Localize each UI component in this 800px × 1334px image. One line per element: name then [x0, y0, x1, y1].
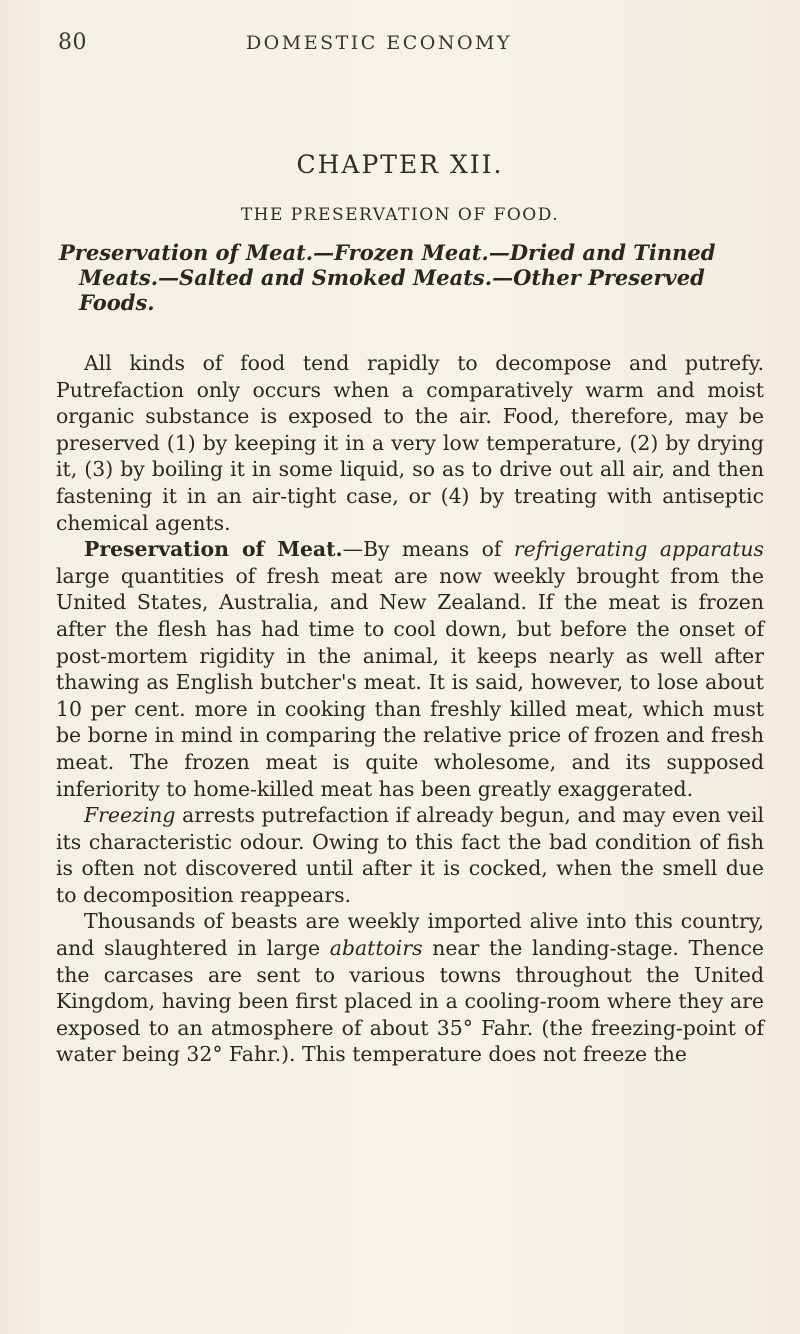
paragraph-text: large quantities of fresh meat are now weekly brought from the United States, Australia, and New Zealand. If the meat is frozen after the flesh has had time to cool down, but before the onset of post-mortem rigidity in the animal, it keeps nearly as well after thawing as English butcher's meat. It is said, however, to lose about 10 per cent. more in cooking than freshly killed meat, which must be borne in mind in comparing the relative price of frozen and fresh meat. The frozen meat is quite wholesome, and its supposed inferiority to home-killed meat has been greatly exaggerated. — [56, 563, 764, 801]
italic-term: abattoirs — [329, 936, 423, 961]
running-title: DOMESTIC ECONOMY — [245, 32, 513, 54]
italic-term: Freezing — [84, 803, 176, 828]
paragraph-text: arrests putrefaction if already begun, and may even veil its characteristic odour. Owing to this fact the bad condition of fish is often not discovered until after it is cocked, when the smell due to decomposition reappears. — [56, 803, 764, 907]
synopsis-line: Meats.—Salted and Smoked Meats.—Other Preserved — [79, 265, 705, 290]
synopsis-line: Preservation of Meat.—Frozen Meat.—Dried and Tinned — [59, 240, 716, 265]
paragraph-text: near the landing-stage. Thence the carcases are sent to various towns throughout the United Kingdom, having been first placed in a cooling-room where they are exposed to an atmosphere of about 35° Fahr. (the freezing-point of water being 32° Fahr.). This temperature does not freeze the — [56, 936, 764, 1067]
paragraph-abattoirs — [56, 908, 764, 1068]
paragraph-preservation-of-meat — [56, 536, 764, 802]
chapter-title: CHAPTER XII. — [296, 150, 504, 179]
paragraph-putrefaction: All kinds of food tend rapidly to decompose and putrefy. Putrefaction only occurs when a comparatively warm and moist organic substance is exposed to the air. Food, therefore, may be preserved (1) by keeping it in a very low temperature, (2) by drying it, (3) by boiling it in some liquid, so as to drive out all air, and then fastening it in an air-tight case, or (4) by treating with antiseptic chemical agents. — [56, 351, 764, 535]
page-number: 80 — [58, 30, 87, 55]
synopsis-line: Foods. — [79, 290, 155, 315]
paragraph-text: Thousands of beasts are weekly imported alive into this country, and slaughtered in large — [56, 909, 764, 961]
body-text — [56, 350, 764, 1068]
chapter-synopsis — [60, 240, 760, 315]
italic-term: refrigerating apparatus — [513, 537, 764, 562]
run-in-heading: Preservation of Meat. — [84, 537, 343, 562]
chapter-subtitle: THE PRESERVATION OF FOOD. — [240, 205, 560, 225]
running-head — [58, 30, 760, 60]
paragraph-text: —By means of — [342, 537, 514, 562]
paragraph-freezing — [56, 802, 764, 908]
